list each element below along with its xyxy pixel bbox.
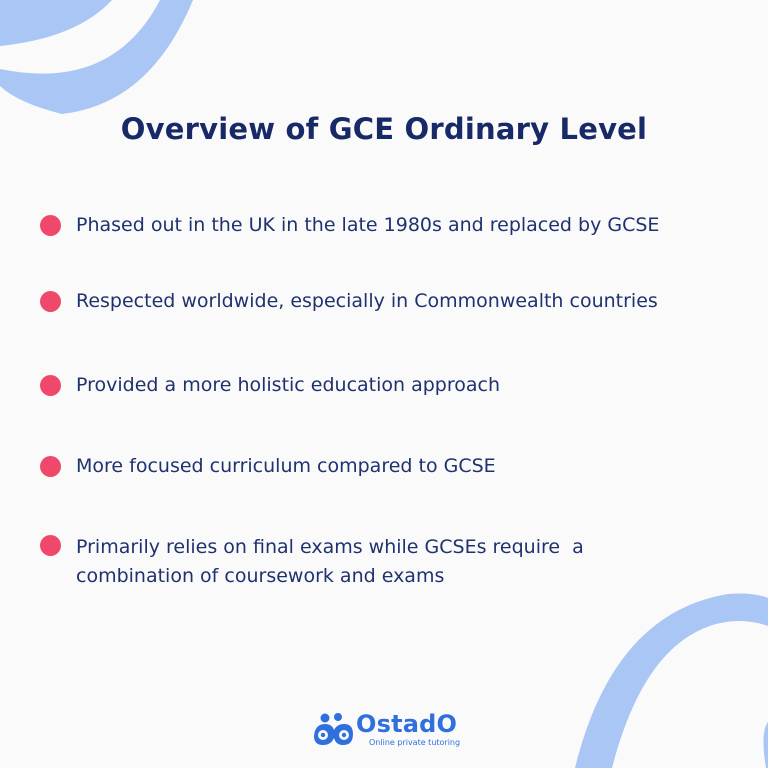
bullet-dot-1	[40, 215, 61, 236]
list-item-1: Phased out in the UK in the late 1980s and replaced by GCSE	[76, 214, 660, 236]
logo-icon	[312, 712, 356, 748]
page-title: Overview of GCE Ordinary Level	[120, 112, 648, 146]
decorative-wave-bottom-right	[508, 568, 768, 768]
bullet-dot-2	[40, 291, 61, 312]
bullet-dot-5	[40, 535, 61, 556]
bullet-dot-3	[40, 375, 61, 396]
list-item-2: Respected worldwide, especially in Commonwealth countries	[76, 290, 658, 312]
list-item-5: Primarily relies on final exams while GCSEs require a combination of coursework and exams	[76, 536, 584, 587]
logo-tagline: Online private tutoring	[369, 738, 461, 747]
list-item-4: More focused curriculum compared to GCSE	[76, 455, 496, 477]
list-item-3: Provided a more holistic education approach	[76, 374, 501, 396]
logo-wordmark: OstadO	[356, 710, 458, 738]
bullet-dot-4	[40, 456, 61, 477]
brand-logo	[312, 709, 462, 753]
